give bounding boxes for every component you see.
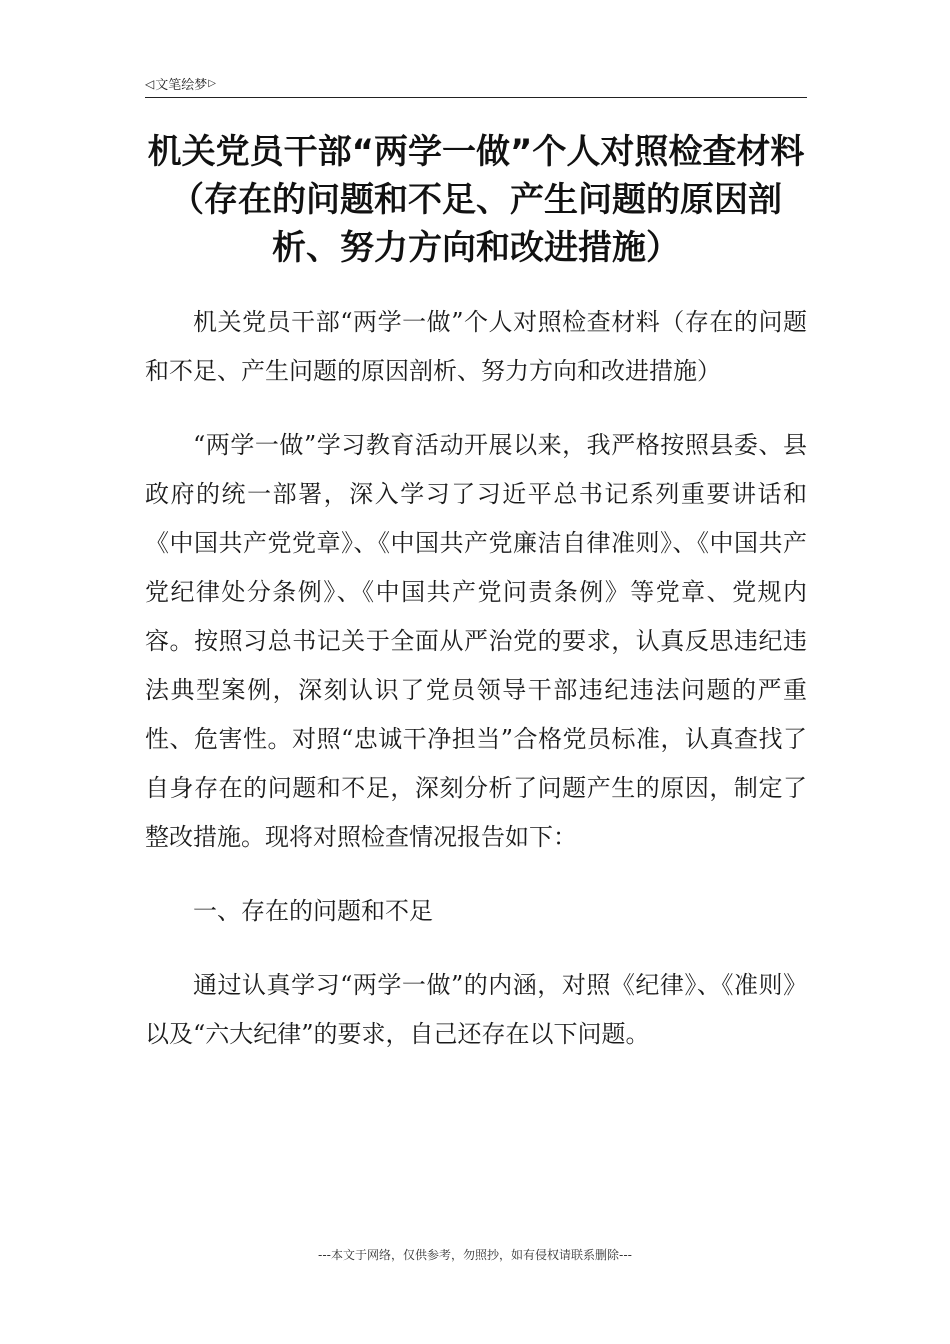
paragraph-problems-intro: 通过认真学习“两学一做”的内涵，对照《纪律》、《准则》以及“六大纪律”的要求，自己还存在以下问题。 [145, 971, 807, 1048]
section-heading-problems: 一、存在的问题和不足 [193, 897, 433, 925]
triangle-right-icon: ▷ [208, 77, 216, 89]
page-header [145, 74, 216, 93]
triangle-left-icon: ◁ [145, 76, 155, 91]
paragraph-intro: 机关党员干部“两学一做”个人对照检查材料（存在的问题和不足、产生问题的原因剖析、努力方向和改进措施） [145, 308, 807, 385]
header-divider [145, 97, 807, 98]
header-text: 文笔绘梦 [155, 78, 208, 93]
page-footer: ---本文于网络，仅供参考，勿照抄，如有侵权请联系删除--- [318, 1248, 632, 1262]
document-title: 机关党员干部“两学一做”个人对照检查材料（存在的问题和不足、产生问题的原因剖析、努力方向和改进措施） [147, 132, 805, 268]
document-body [145, 298, 807, 1084]
paragraph-background: “两学一做”学习教育活动开展以来，我严格按照县委、县政府的统一部署，深入学习了习近平总书记系列重要讲话和《中国共产党党章》、《中国共产党廉洁自律准则》、《中国共产党纪律处分条例》、《中国共产党问责条例》等党章、党规内容。按照习总书记关于全面从严治党的要求，认真反思违纪违法典型案例，深刻认识了党员领导干部违纪违法问题的严重性、危害性。对照“忠诚干净担当”合格党员标准，认真查找了自身存在的问题和不足，深刻分析了问题产生的原因，制定了整改措施。现将对照检查情况报告如下： [145, 431, 807, 851]
